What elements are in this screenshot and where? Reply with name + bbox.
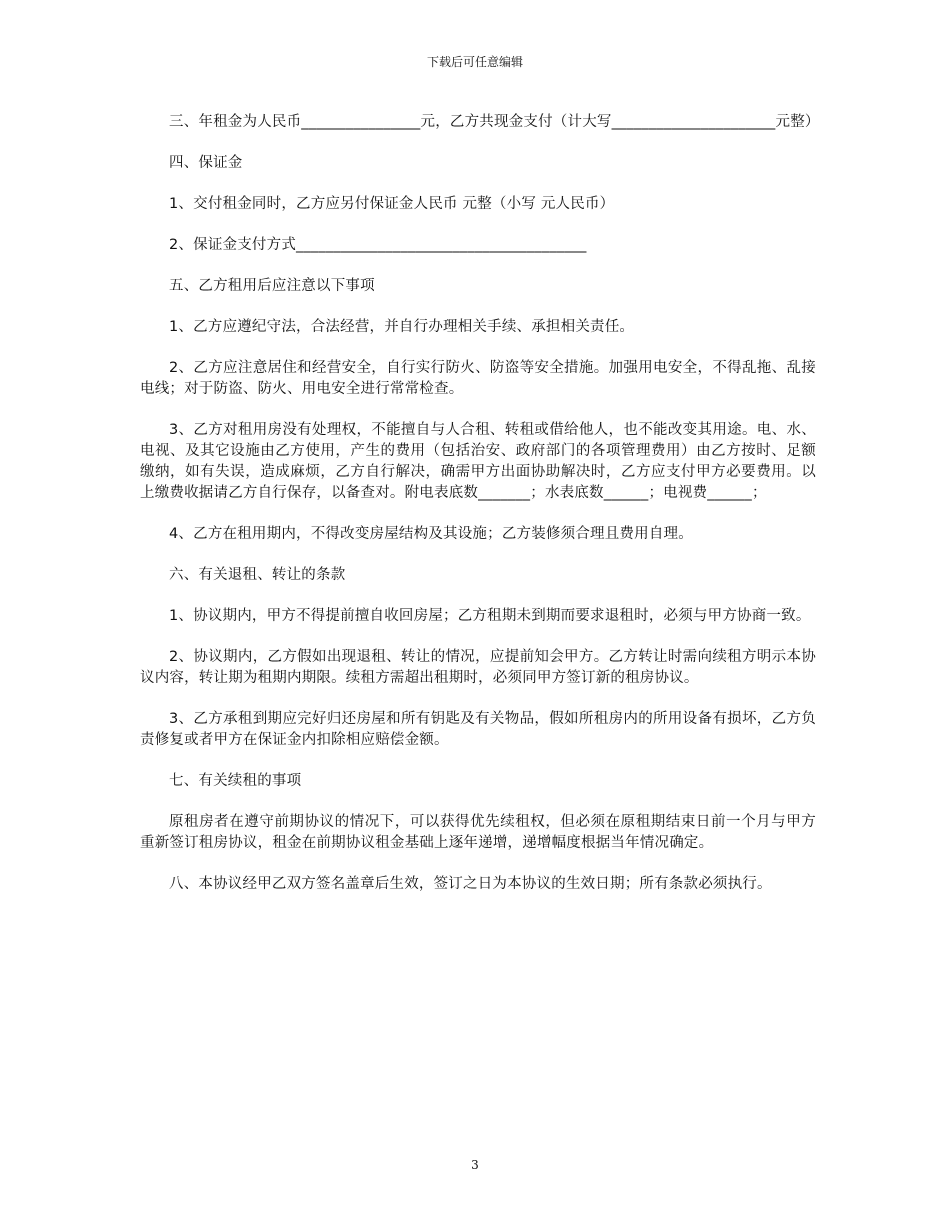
section-5-item-3: 3、乙方对租用房没有处理权，不能擅自与人合租、转租或借给他人，也不能改变其用途。电、水、电视、及其它设施由乙方使用，产生的费用（包括治安、政府部门的各项管理费用）由乙方按时、足额缴纳，如有失误，造成麻烦，乙方自行解决，确需甲方出面协助解决时，乙方应支付甲方必要费用。以上缴费收据请乙方自行保存，以备查对。附电表底数_______；水表底数______；电视费______； [140,422,816,501]
section-6-item-1: 1、协议期内，甲方不得提前擅自收回房屋；乙方租期未到期而要求退租时，必须与甲方协商一致。 [169,608,811,624]
page-number: 3 [471,1158,479,1172]
section-5-item-1: 1、乙方应遵纪守法，合法经营，并自行办理相关手续、承担相关责任。 [169,319,635,335]
page-header: 下载后可任意编辑 [426,55,523,69]
clause-3-annual-rent: 三、年租金为人民币________________元，乙方共现金支付（计大写______________________元整） [169,114,820,130]
section-6-item-3: 3、乙方承租到期应完好归还房屋和所有钥匙及有关物品，假如所租房内的所用设备有损坏，乙方负责修复或者甲方在保证金内扣除相应赔偿金额。 [140,711,816,748]
section-5-heading: 五、乙方租用后应注意以下事项 [169,278,375,294]
document-body [140,112,820,915]
section-5-item-4: 4、乙方在租用期内，不得改变房屋结构及其设施；乙方装修须合理且费用自理。 [169,526,693,542]
section-6-heading: 六、有关退租、转让的条款 [169,567,346,583]
section-4-deposit-heading: 四、保证金 [169,155,243,171]
section-7-heading: 七、有关续租的事项 [169,773,302,789]
section-6-item-2: 2、协议期内，乙方假如出现退租、转让的情况，应提前知会甲方。乙方转让时需向续租方明示本协议内容，转让期为租期内期限。续租方需超出租期时，必须同甲方签订新的租房协议。 [140,649,816,686]
section-5-item-2: 2、乙方应注意居住和经营安全，自行实行防火、防盗等安全措施。加强用电安全，不得乱拖、乱接电线；对于防盗、防火、用电安全进行常常检查。 [140,360,816,397]
deposit-item-2: 2、保证金支付方式_______________________________________ [169,237,587,253]
section-7-body: 原租房者在遵守前期协议的情况下，可以获得优先续租权，但必须在原租期结束日前一个月与甲方 重新签订租房协议，租金在前期协议租金基础上逐年递增，递增幅度根据当年情况确定。 [140,814,816,851]
deposit-item-1: 1、交付租金同时，乙方应另付保证金人民币 元整（小写 元人民币） [169,196,615,212]
section-8-body: 八、本协议经甲乙双方签名盖章后生效，签订之日为本协议的生效日期；所有条款必须执行。 [169,876,772,892]
